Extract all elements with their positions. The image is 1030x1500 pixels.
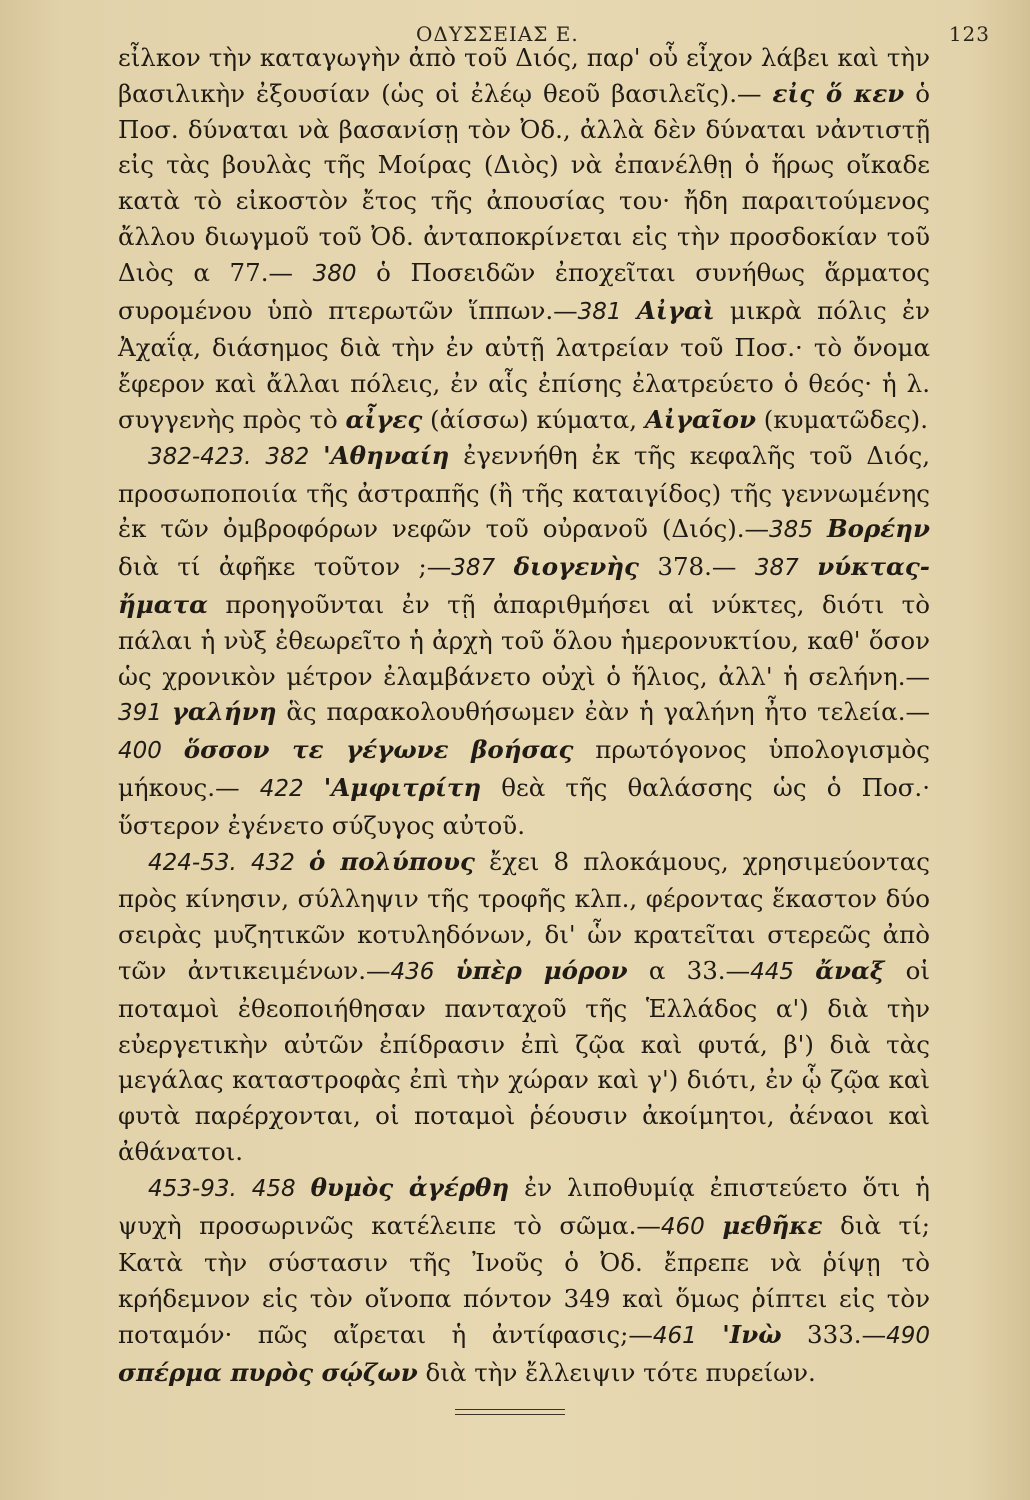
verse-number: 387	[754, 555, 799, 582]
verse-number: 382-423.	[148, 443, 252, 470]
verse-number: 391	[118, 700, 162, 727]
paragraph	[118, 438, 930, 844]
lemma: ὁ πολύπους	[309, 846, 475, 876]
lemma: 'Αμφιτρίτη	[323, 772, 482, 802]
text-run	[813, 514, 827, 543]
lemma: ὑπὲρ μόρον	[455, 955, 628, 985]
text-run	[295, 847, 309, 876]
page-number: 123	[948, 22, 990, 46]
text-run	[705, 1211, 723, 1240]
text-run	[697, 1320, 723, 1349]
paragraph	[118, 40, 930, 438]
verse-number: 380	[312, 260, 357, 287]
verse-number: 445	[750, 958, 794, 985]
verse-number: 387	[451, 555, 496, 582]
text-run	[434, 956, 455, 985]
text-run	[304, 773, 324, 802]
text-run: 378.—	[638, 552, 755, 582]
verse-number: 460	[660, 1213, 705, 1240]
text-run	[162, 735, 184, 764]
verse-number: 490	[886, 1322, 930, 1349]
lemma: μεθῆκε	[722, 1210, 823, 1240]
lemma: ἄναξ	[815, 955, 885, 985]
verse-number: 458	[251, 1175, 296, 1202]
lemma: Αἰγαὶ	[636, 295, 715, 325]
verse-number: 436	[390, 958, 435, 985]
text-run	[309, 441, 323, 470]
text-run: ἔχει 8 πλοκάμους, χρησιμεύοντας πρὸς κίνησιν, σύλληψιν τῆς τροφῆς κλπ., φέροντας ἕκαστον δύο σειρὰς μυζητικῶν κοτυληδόνων, δι' ὧν κρατεῖται στερεῶς ἀπὸ τῶν ἀντικειμένων.—	[118, 846, 930, 985]
text-run: προηγοῦνται ἐν τῇ ἀπαριθμήσει αἱ νύκτες, διότι τὸ πάλαι ἡ νὺξ ἐθεωρεῖτο ἡ ἀρχὴ τοῦ ὅλου ἡμερονυκτίου, καθ' ὅσον ὡς χρονικὸν μέτρον ἐλαμβάνετο οὐχὶ ὁ ἥλιος, ἀλλ' ἡ σελήνη.—	[118, 589, 930, 691]
text-run	[162, 697, 172, 726]
lemma: νύκτας-ἤματα	[118, 552, 930, 619]
verse-number: 385	[769, 517, 813, 544]
text-run	[237, 847, 251, 876]
text-run: διὰ τί ἀφῆκε τοῦτον ;—	[118, 552, 452, 582]
text-run: ὁ Ποσειδῶν ἐποχεῖται συνήθως ἅρματος συρομένου ὑπὸ πτερωτῶν ἵππων.—	[118, 257, 930, 325]
text-run	[495, 552, 513, 581]
verse-number: 422	[259, 775, 304, 802]
lemma: Βορέην	[826, 514, 930, 544]
text-run: ἐγεννήθη ἐκ τῆς κεφαλῆς τοῦ Διός, προσωποποιία τῆς ἀστραπῆς (ἢ τῆς καταιγίδος) τῆς γεννωμένης ἐκ τῶν ὀμβροφόρων νεφῶν τοῦ οὐρανοῦ (Διός).—	[118, 440, 930, 544]
lemma: Αἰγαῖον	[644, 404, 756, 434]
text-run: πρωτόγονος ὑπολογισμὸς μήκους.—	[118, 735, 930, 802]
verse-number: 453-93.	[148, 1175, 237, 1202]
lemma: αἶγες	[345, 404, 423, 434]
lemma: 'Ινὼ	[722, 1319, 782, 1349]
verse-number: 424-53.	[148, 849, 237, 876]
text-run	[622, 296, 637, 325]
running-title: ΟΔΥΣΣΕΙΑΣ Ε.	[416, 22, 579, 46]
text-run: ἃς παρακολουθήσωμεν ἐὰν ἡ γαλήνη ἦτο τελεία.—	[276, 697, 930, 727]
text-run	[296, 1173, 311, 1202]
text-run	[794, 956, 815, 985]
verse-number: 382	[265, 443, 310, 470]
end-rule-top	[455, 1409, 565, 1410]
lemma: θυμὸς ἀγέρθη	[310, 1172, 510, 1202]
text-run	[237, 1173, 252, 1202]
verse-number: 432	[250, 849, 295, 876]
commentary-text	[118, 40, 930, 1390]
lemma: 'Αθηναίη	[323, 440, 450, 470]
text-run: α 33.—	[627, 955, 751, 985]
text-run: (ἀίσσω) κύματα,	[422, 404, 645, 434]
paragraph	[118, 844, 930, 1170]
verse-number: 381	[577, 298, 622, 325]
text-run: διὰ τί; Κατὰ τὴν σύστασιν τῆς Ἰνοῦς ὁ Ὀδ. ἔπρεπε νὰ ῥίψῃ τὸ κρήδεμνον εἰς τὸν οἴνοπα πόντον 349 καὶ ὅμως ῥίπτει εἰς τὸν ποταμόν· πῶς αἴρεται ἡ ἀντίφασις;—	[118, 1210, 930, 1349]
text-run: (κυματῶδες).	[755, 404, 929, 434]
end-rule-bottom	[455, 1414, 565, 1415]
verse-number: 461	[652, 1322, 697, 1349]
lemma: διογενὴς	[513, 552, 639, 582]
text-run	[251, 441, 265, 470]
lemma: εἰς ὅ κεν	[772, 78, 905, 108]
lemma: γαλήνη	[171, 697, 277, 727]
text-run: θεὰ τῆς θαλάσσης ὡς ὁ Ποσ.· ὕστερον ἐγένετο σύζυγος αὐτοῦ.	[118, 772, 930, 840]
text-run: εἶλκον τὴν καταγωγὴν ἀπὸ τοῦ Διός, παρ' οὗ εἶχον λάβει καὶ τὴν βασιλικὴν ἐξουσίαν (ὡς οἱ ἐλέῳ θεοῦ βασιλεῖς).—	[118, 43, 930, 108]
lemma: σπέρμα πυρὸς σῴζων	[118, 1357, 418, 1387]
text-run: διὰ τὴν ἔλλειψιν τότε πυρείων.	[417, 1357, 816, 1387]
text-run: ἐν λιποθυμίᾳ ἐπιστεύετο ὅτι ἡ ψυχὴ προσωρινῶς κατέλειπε τὸ σῶμα.—	[118, 1172, 930, 1240]
text-run: μικρὰ πόλις ἐν Ἀχαΐᾳ, διάσημος διὰ τὴν ἐν αὐτῇ λατρείαν τοῦ Ποσ.· τὸ ὄνομα ἔφερον καὶ ἄλλαι πόλεις, ἐν αἷς ἐπίσης ἐλατρεύετο ὁ θεός· ἡ λ. συγγενὴς πρὸς τὸ	[118, 295, 930, 434]
text-run: οἱ ποταμοὶ ἐθεοποιήθησαν πανταχοῦ τῆς Ἑλλάδος α') διὰ τὴν εὐεργετικὴν αὐτῶν ἐπίδρασιν ἐπὶ ζῷα καὶ φυτά, β') διὰ τὰς μεγάλας καταστροφὰς ἐπὶ τὴν χώραν καὶ γ') διότι, ἐν ᾧ ζῷα καὶ φυτὰ παρέρχονται, οἱ ποταμοὶ ῥέουσιν ἀκοίμητοι, ἀέναοι καὶ ἀθάνατοι.	[118, 955, 930, 1166]
text-run: 333.—	[781, 1319, 887, 1349]
verse-number: 400	[118, 738, 162, 765]
text-run	[799, 552, 817, 581]
text-run: ὁ Ποσ. δύναται νὰ βασανίσῃ τὸν Ὀδ., ἀλλὰ δὲν δύναται νἀντιστῇ εἰς τὰς βουλὰς τῆς Μοίρας (Διὸς) νὰ ἐπανέλθῃ ὁ ἥρως οἴκαδε κατὰ τὸ εἰκοστὸν ἔτος τῆς ἀπουσίας του· ἤδη παραιτούμενος ἄλλου διωγμοῦ τοῦ Ὀδ. ἀνταποκρίνεται εἰς τὴν προσδοκίαν τοῦ Διὸς α 77.—	[118, 78, 931, 287]
lemma: ὅσσον τε γέγωνε βοήσας	[183, 735, 574, 765]
paragraph	[118, 1170, 930, 1391]
